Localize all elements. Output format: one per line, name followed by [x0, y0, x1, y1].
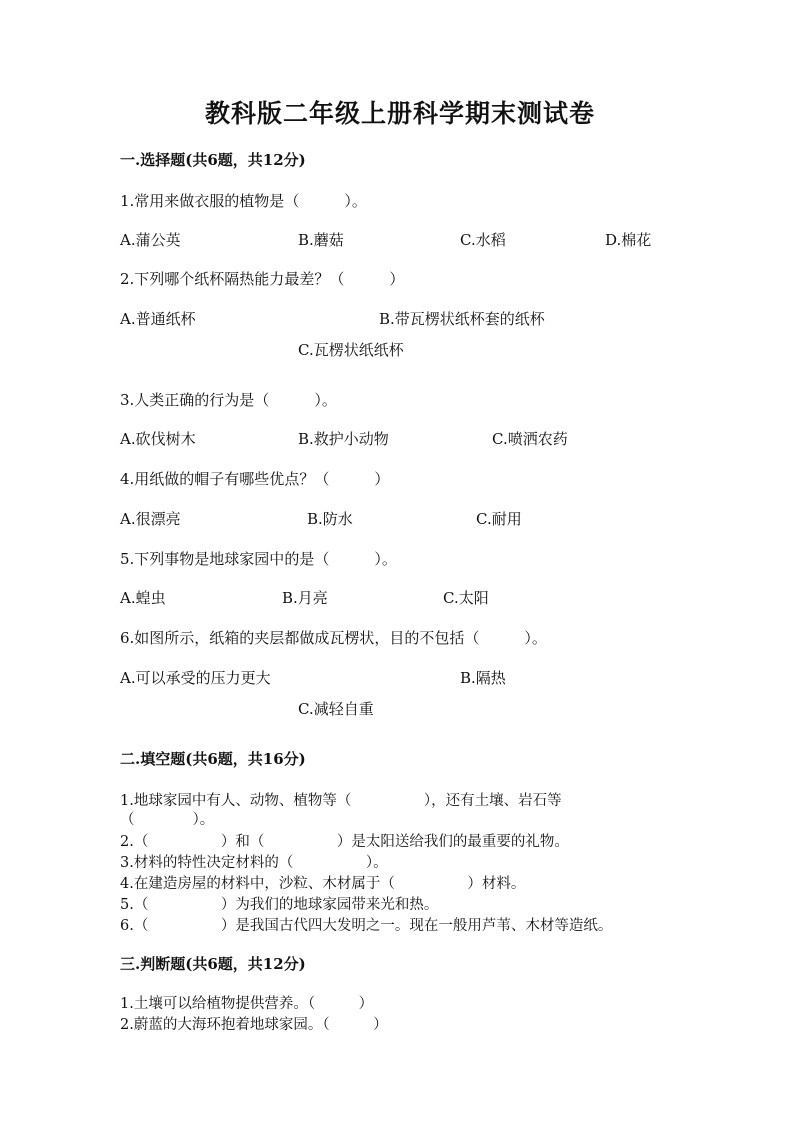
question-stem: 2.下列哪个纸杯隔热能力最差？（ ） — [120, 270, 405, 288]
option-b: B.防水 — [307, 510, 353, 528]
section-heading-judge: 三.判断题(共6题，共12分) — [120, 955, 306, 973]
option-a: A.可以承受的压力更大 — [120, 669, 271, 687]
option-c: C.减轻自重 — [298, 700, 374, 718]
judge-line: 1.土壤可以给植物提供营养。（ ） — [120, 996, 374, 1012]
option-b: B.救护小动物 — [298, 430, 389, 448]
question-stem: 6.如图所示，纸箱的夹层都做成瓦楞状，目的不包括（ ）。 — [120, 629, 547, 647]
fill-line: 4.在建造房屋的材料中，沙粒、木材属于（ ）材料。 — [120, 876, 526, 892]
page-title: 教科版二年级上册科学期末测试卷 — [204, 99, 595, 128]
option-a: A.砍伐树木 — [120, 430, 196, 448]
section-heading-choice: 一.选择题(共6题，共12分) — [120, 151, 306, 169]
option-a: A.蒲公英 — [120, 231, 181, 249]
fill-line: 5.（ ）为我们的地球家园带来光和热。 — [120, 897, 439, 913]
question-stem: 5.下列事物是地球家园中的是（ ）。 — [120, 550, 397, 568]
option-c: C.水稻 — [460, 231, 506, 249]
option-b: B.月亮 — [282, 589, 328, 607]
question-stem: 3.人类正确的行为是（ ）。 — [120, 391, 337, 409]
fill-line: 2.（ ）和（ ）是太阳送给我们的最重要的礼物。 — [120, 834, 569, 850]
option-c: C.太阳 — [443, 589, 489, 607]
option-a: A.普通纸杯 — [120, 310, 196, 328]
option-a: A.很漂亮 — [120, 510, 181, 528]
fill-line: 1.地球家园中有人、动物、植物等（ ），还有土壤、岩石等 — [120, 793, 562, 809]
option-c: C.耐用 — [476, 510, 522, 528]
section-heading-fill: 二.填空题(共6题，共16分) — [120, 750, 306, 768]
fill-line: 6.（ ）是我国古代四大发明之一。现在一般用芦苇、木材等造纸。 — [120, 918, 613, 934]
question-stem: 4.用纸做的帽子有哪些优点？（ ） — [120, 470, 390, 488]
fill-line: （ ）。 — [120, 812, 215, 828]
option-b: B.隔热 — [460, 669, 506, 687]
question-stem: 1.常用来做衣服的植物是（ ）。 — [120, 192, 367, 210]
option-c: C.瓦楞状纸纸杯 — [298, 341, 404, 359]
option-b: B.带瓦楞状纸杯套的纸杯 — [379, 310, 545, 328]
judge-line: 2.蔚蓝的大海环抱着地球家园。（ ） — [120, 1017, 388, 1033]
option-a: A.蝗虫 — [120, 589, 166, 607]
option-d: D.棉花 — [605, 231, 652, 249]
fill-line: 3.材料的特性决定材料的（ ）。 — [120, 855, 388, 871]
option-b: B.蘑菇 — [298, 231, 344, 249]
option-c: C.喷洒农药 — [492, 430, 568, 448]
